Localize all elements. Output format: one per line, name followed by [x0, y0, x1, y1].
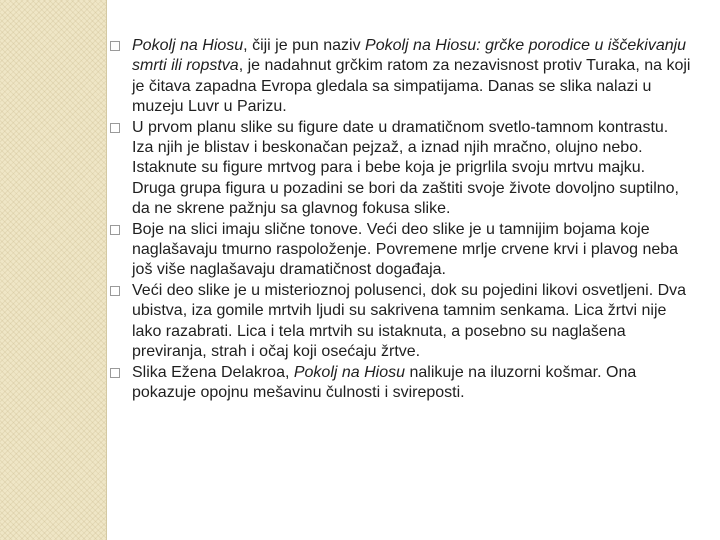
bullet-box-icon — [110, 41, 120, 51]
bullet-box-icon — [110, 286, 120, 296]
bullet-item — [110, 118, 692, 220]
bullet-list — [110, 36, 692, 403]
painting-full-title: Pokolj na Hiosu: grčke porodice u iščekivanju smrti ili ropstva — [132, 37, 687, 75]
bullet-item — [110, 281, 692, 363]
bullet-box-icon — [110, 225, 120, 235]
text-segment: Slika Ežena Delakroa, — [132, 363, 294, 381]
bullet-box-icon — [110, 123, 120, 133]
bullet-item — [110, 36, 692, 118]
text-segment: Veći deo slike je u misterioznoj polusenci, dok su pojedini likovi osvetljeni. Dva ubistva, iza gomile mrtvih ljudi su sakrivena tamnim senkama. Lica žrtvi nije lako razabrati. Lica i tela mrtvih su istaknuta, a posebno su naglašena previranja, strah i očaj koji osećaju žrtve. — [132, 281, 687, 361]
side-divider — [106, 0, 107, 540]
text-segment: , čiji je pun naziv — [243, 37, 366, 54]
painting-title: Pokolj na Hiosu — [293, 363, 406, 381]
slide-content — [110, 36, 692, 403]
text-segment: , je nadahnut grčkim ratom za nezavisnost protiv Turaka, na koji je čitava zapadna Evropa gledala sa simpatijama. Danas se slika nalazi u muzeju Luvr u Parizu. — [132, 57, 691, 116]
text-segment: Boje na slici imaju slične tonove. Veći deo slike je u tamnijim bojama koje naglašavaju tmurno raspoloženje. Povremene mrlje crvene krvi i plavog neba još više naglašavaju dramatičnost događaja. — [132, 220, 679, 279]
bullet-box-icon — [110, 368, 120, 378]
text-segment: U prvom planu slike su figure date u dramatičnom svetlo-tamnom kontrastu. Iza njih je blistav i beskonačan pejzaž, a iznad njih mračno, olujno nebo. Istaknute su figure mrtvog para i bebe koja je prigrlila svoju mrtvu majku. Druga grupa figura u pozadini se bori da zaštiti svoje živote dovoljno suptilno, da ne skrene pažnju sa glavnog fokusa slike. — [132, 118, 679, 218]
bullet-item — [110, 220, 692, 281]
painting-title: Pokolj na Hiosu — [132, 37, 244, 54]
text-segment: nalikuje na iluzorni košmar. Ona pokazuje opojnu mešavinu čulnosti i svireposti. — [132, 363, 637, 401]
decorative-side-strip — [0, 0, 106, 540]
bullet-item — [110, 363, 692, 404]
